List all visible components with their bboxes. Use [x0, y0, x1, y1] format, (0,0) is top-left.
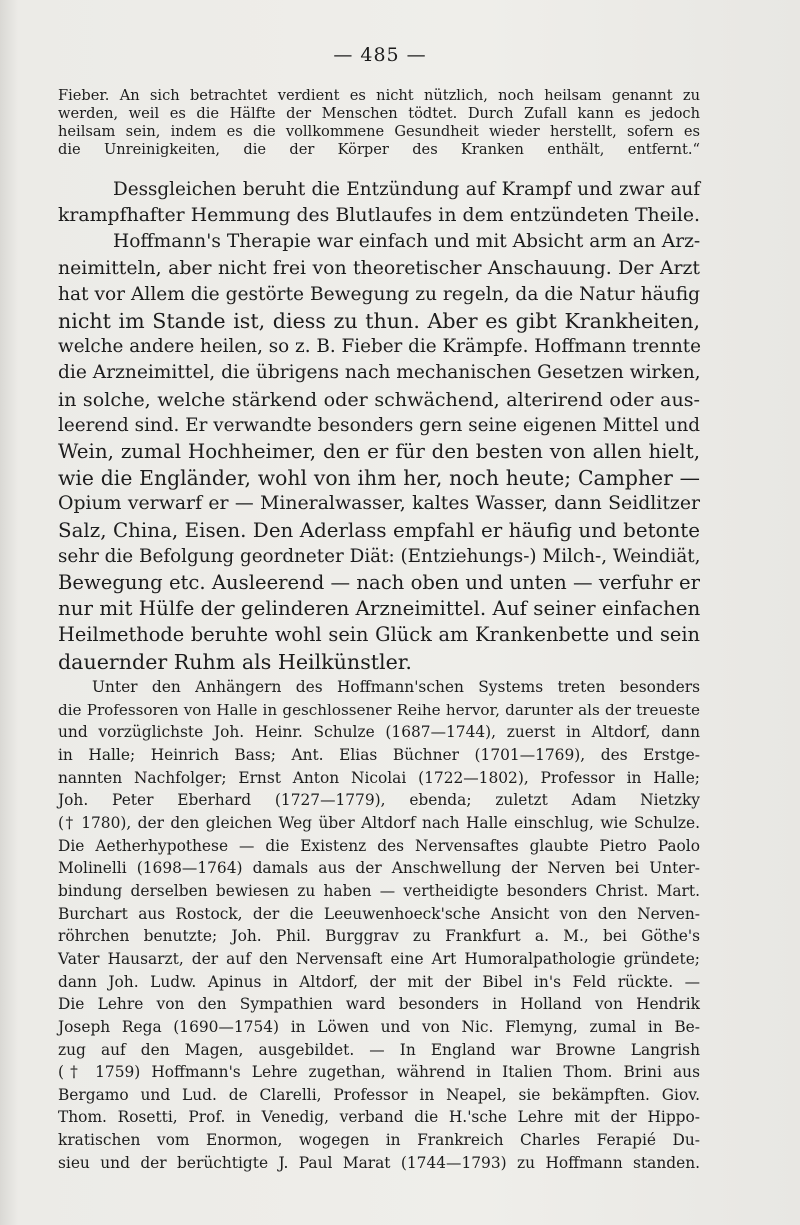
text-line: kratischen vom Enormon, wogegen in Frankreich Charles Ferapié Du- [58, 1131, 700, 1150]
text-line: († 1780), der den gleichen Weg über Altdorf nach Halle einschlug, wie Schulze. [58, 813, 700, 832]
text-line: nur mit Hülfe der gelinderen Arzneimittel. Auf seiner einfachen [58, 597, 701, 621]
text-line: und vorzüglichste Joh. Heinr. Schulze (1687—1744), zuerst in Altdorf, dann [58, 723, 700, 742]
text-line: neimitteln, aber nicht frei von theoretischer Anschauung. Der Arzt [58, 257, 700, 279]
text-line: sehr die Befolgung geordneter Diät: (Entziehungs-) Milch-, Weindiät, [58, 545, 701, 567]
text-line: Fieber. An sich betrachtet verdient es nicht nützlich, noch heilsam genannt zu [58, 87, 700, 104]
text-line: die Professoren von Halle in geschlossener Reihe hervor, darunter als der treueste [58, 700, 700, 719]
text-line: röhrchen benutzte; Joh. Phil. Burggrav zu Frankfurt a. M., bei Göthe's [58, 927, 700, 946]
text-line: Die Lehre von den Sympathien ward besonders in Holland von Hendrik [58, 995, 700, 1014]
text-line: Unter den Anhängern des Hoffmann'schen Systems treten besonders [92, 678, 700, 696]
text-line: Die Aetherhypothese — die Existenz des Nervensaftes glaubte Pietro Paolo [58, 836, 700, 855]
text-line: Joh. Peter Eberhard (1727—1779), ebenda; zuletzt Adam Nietzky [58, 791, 700, 810]
text-line: nicht im Stande ist, diess zu thun. Aber es gibt Krankheiten, [58, 309, 700, 334]
text-line: nannten Nachfolger; Ernst Anton Nicolai (1722—1802), Professor in Halle; [58, 768, 700, 787]
text-line: krampfhafter Hemmung des Blutlaufes in dem entzündeten Theile. [58, 205, 700, 227]
text-line: Wein, zumal Hochheimer, den er für den besten von allen hielt, [58, 440, 700, 464]
text-line: Opium verwarf er — Mineralwasser, kaltes Wasser, dann Seidlitzer [58, 493, 700, 515]
text-line: Vater Hausarzt, der auf den Nervensaft eine Art Humoralpathologie gründete; [58, 949, 700, 968]
text-line: dauernder Ruhm als Heilkünstler. [58, 649, 412, 674]
text-line: Dessgleichen beruht die Entzündung auf Krampf und zwar auf [113, 179, 700, 200]
text-line: in Halle; Heinrich Bass; Ant. Elias Büchner (1701—1769), des Erstge- [58, 745, 700, 764]
footnote [58, 676, 700, 1174]
text-line: Bewegung etc. Ausleerend — nach oben und unten — verfuhr er [58, 571, 700, 595]
text-line: Bergamo und Lud. de Clarelli, Professor in Neapel, sie bekämpften. Giov. [58, 1085, 700, 1104]
text-line: Molinelli (1698—1764) damals aus der Anschwellung der Nerven bei Unter- [58, 859, 700, 878]
text-line: († 1759) Hoffmann's Lehre zugethan, während in Italien Thom. Brini aus [58, 1063, 700, 1082]
text-line: Heilmethode beruhte wohl sein Glück am Krankenbette und sein [58, 623, 700, 647]
quote-end-paragraph [58, 87, 700, 159]
text-line: welche andere heilen, so z. B. Fieber die Krämpfe. Hoffmann trennte [58, 336, 702, 358]
text-line: Salz, China, Eisen. Den Aderlass empfahl er häufig und betonte [58, 518, 700, 542]
text-line: hat vor Allem die gestörte Bewegung zu regeln, da die Natur häufig [58, 283, 701, 305]
text-line: Joseph Rega (1690—1754) in Löwen und von Nic. Flemyng, zumal in Be- [58, 1017, 700, 1036]
page-number: — 485 — [333, 44, 427, 66]
main-text [58, 177, 700, 675]
text-line: dann Joh. Ludw. Apinus in Altdorf, der mit der Bibel in's Feld rückte. — [58, 972, 700, 991]
text-line: die Unreinigkeiten, die der Körper des Kranken enthält, entfernt.“ [58, 141, 700, 158]
text-line: die Arzneimittel, die übrigens nach mechanischen Gesetzen wirken, [58, 362, 701, 384]
text-line: wie die Engländer, wohl von ihm her, noch heute; Campher — [58, 466, 700, 491]
text-line: zug auf den Magen, ausgebildet. — In England war Browne Langrish [58, 1040, 700, 1059]
text-line: in solche, welche stärkend oder schwächend, alterirend oder aus- [58, 387, 700, 411]
text-line: bindung derselben bewiesen zu haben — vertheidigte besonders Christ. Mart. [58, 881, 700, 900]
text-line: Thom. Rosetti, Prof. in Venedig, verband die H.'sche Lehre mit der Hippo- [58, 1108, 700, 1127]
text-line: Burchart aus Rostock, der die Leeuwenhoeck'sche Ansicht von den Nerven- [58, 904, 700, 923]
text-line: werden, weil es die Hälfte der Menschen tödtet. Durch Zufall kann es jedoch [58, 105, 700, 122]
text-line: Hoffmann's Therapie war einfach und mit Absicht arm an Arz- [113, 231, 701, 253]
text-line: sieu und der berüchtigte J. Paul Marat (1744—1793) zu Hoffmann standen. [58, 1153, 700, 1172]
text-line: heilsam sein, indem es die vollkommene Gesundheit wieder herstellt, sofern es [58, 123, 700, 140]
text-line: leerend sind. Er verwandte besonders gern seine eigenen Mittel und [58, 414, 700, 436]
